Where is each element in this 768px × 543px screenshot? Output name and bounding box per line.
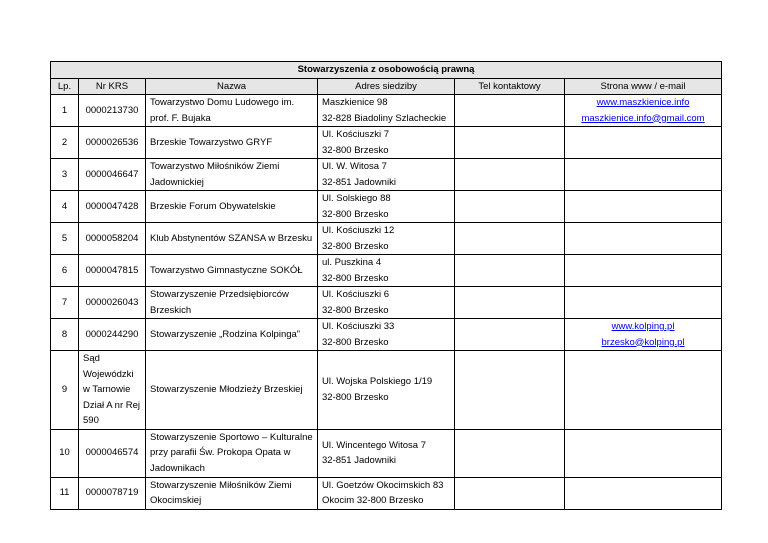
header-web: Strona www / e-mail: [565, 78, 722, 95]
header-phone: Tel kontaktowy: [455, 78, 565, 95]
address-line: 32-851 Jadowniki: [322, 455, 396, 466]
cell-phone: [455, 429, 565, 477]
cell-krs: 0000047428: [79, 191, 146, 223]
cell-address: [318, 319, 455, 351]
table-body: [51, 95, 722, 510]
cell-lp: 11: [51, 477, 79, 509]
cell-lp: 5: [51, 223, 79, 255]
cell-name: Towarzystwo Gimnastyczne SOKÓŁ: [146, 255, 318, 287]
cell-name: Stowarzyszenie Przedsiębiorców Brzeskich: [146, 287, 318, 319]
header-lp: Lp.: [51, 78, 79, 95]
address-line: ul. Puszkina 4: [322, 257, 382, 268]
cell-web: [565, 429, 722, 477]
cell-name: Brzeskie Towarzystwo GRYF: [146, 127, 318, 159]
address-line: 32-800 Brzesko: [322, 240, 389, 252]
email-link[interactable]: brzesko@kolping.pl: [601, 336, 685, 348]
table-row: [51, 159, 722, 191]
address-line: Ul. Kościuszki 33: [322, 321, 395, 332]
cell-phone: [455, 223, 565, 255]
cell-name: Towarzystwo Miłośników Ziemi Jadownickiej: [146, 159, 318, 191]
cell-web: [565, 127, 722, 159]
cell-lp: 3: [51, 159, 79, 191]
address-line: 32-800 Brzesko: [322, 304, 389, 316]
cell-address: [318, 287, 455, 319]
cell-address: [318, 127, 455, 159]
cell-phone: [455, 127, 565, 159]
address-line: 32-851 Jadowniki: [322, 176, 396, 188]
cell-web: [565, 351, 722, 430]
address-line: Okocim 32-800 Brzesko: [322, 495, 424, 506]
cell-lp: 4: [51, 191, 79, 223]
cell-krs: 0000046574: [79, 429, 146, 477]
table-row: [51, 255, 722, 287]
cell-lp: 8: [51, 319, 79, 351]
cell-krs: 0000026536: [79, 127, 146, 159]
address-line: Ul. Kościuszki 12: [322, 225, 395, 236]
cell-phone: [455, 255, 565, 287]
cell-krs: 0000058204: [79, 223, 146, 255]
address-line: Maszkienice 98: [322, 97, 388, 108]
cell-lp: 6: [51, 255, 79, 287]
table-row: [51, 287, 722, 319]
cell-web: [565, 223, 722, 255]
cell-krs: 0000244290: [79, 319, 146, 351]
address-line: 32-828 Biadoliny Szlacheckie: [322, 112, 447, 124]
table-row: [51, 95, 722, 127]
website-link[interactable]: www.kolping.pl: [611, 321, 675, 332]
cell-web: [565, 255, 722, 287]
cell-address: [318, 351, 455, 430]
cell-name: Brzeskie Forum Obywatelskie: [146, 191, 318, 223]
table-row: [51, 191, 722, 223]
cell-lp: 10: [51, 429, 79, 477]
cell-address: [318, 477, 455, 509]
table-row: [51, 477, 722, 509]
cell-name: Stowarzyszenie Sportowo – Kulturalne przy parafii Św. Prokopa Opata w Jadownikach: [146, 429, 318, 477]
cell-krs: 0000046647: [79, 159, 146, 191]
cell-lp: 7: [51, 287, 79, 319]
table-title-row: [51, 62, 722, 79]
address-line: Ul. Kościuszki 7: [322, 129, 390, 140]
cell-krs: 0000026043: [79, 287, 146, 319]
cell-address: [318, 429, 455, 477]
cell-krs: Sąd Wojewódzki w Tarnowie Dział A nr Rej 590: [79, 351, 146, 430]
address-line: Ul. Wincentego Witosa 7: [322, 439, 427, 451]
table-row: [51, 429, 722, 477]
cell-web: [565, 159, 722, 191]
address-line: Ul. Goetzów Okocimskich 83: [322, 479, 444, 491]
cell-address: [318, 223, 455, 255]
address-line: Ul. Solskiego 88: [322, 193, 391, 204]
address-line: 32-800 Brzesko: [322, 391, 389, 403]
cell-web: [565, 95, 722, 127]
address-line: 32-800 Brzesko: [322, 336, 389, 348]
cell-phone: [455, 319, 565, 351]
cell-address: [318, 159, 455, 191]
cell-lp: 1: [51, 95, 79, 127]
cell-lp: 2: [51, 127, 79, 159]
cell-krs: 0000078719: [79, 477, 146, 509]
website-link[interactable]: www.maszkienice.info: [596, 97, 690, 108]
cell-address: [318, 95, 455, 127]
cell-name: Stowarzyszenie „Rodzina Kolpinga”: [146, 319, 318, 351]
cell-web: [565, 319, 722, 351]
address-line: Ul. Wojska Polskiego 1/19: [322, 376, 433, 388]
table-row: [51, 351, 722, 430]
table-header-row: [51, 78, 722, 95]
associations-table: [50, 61, 722, 510]
cell-krs: 0000213730: [79, 95, 146, 127]
cell-web: [565, 191, 722, 223]
cell-phone: [455, 477, 565, 509]
table-row: [51, 319, 722, 351]
table-title: Stowarzyszenia z osobowością prawną: [51, 62, 722, 79]
cell-phone: [455, 95, 565, 127]
address-line: Ul. Kościuszki 6: [322, 289, 390, 300]
header-krs: Nr KRS: [79, 78, 146, 95]
header-name: Nazwa: [146, 78, 318, 95]
cell-lp: 9: [51, 351, 79, 430]
cell-web: [565, 477, 722, 509]
cell-name: Towarzystwo Domu Ludowego im. prof. F. Bujaka: [146, 95, 318, 127]
cell-name: Stowarzyszenie Młodzieży Brzeskiej: [146, 351, 318, 430]
cell-phone: [455, 191, 565, 223]
cell-phone: [455, 159, 565, 191]
header-address: Adres siedziby: [318, 78, 455, 95]
cell-web: [565, 287, 722, 319]
cell-address: [318, 255, 455, 287]
table-row: [51, 127, 722, 159]
cell-phone: [455, 351, 565, 430]
address-line: 32-800 Brzesko: [322, 208, 389, 220]
address-line: Ul. W. Witosa 7: [322, 161, 387, 172]
cell-phone: [455, 287, 565, 319]
address-line: 32-800 Brzesko: [322, 272, 389, 284]
cell-krs: 0000047815: [79, 255, 146, 287]
cell-name: Klub Abstynentów SZANSA w Brzesku: [146, 223, 318, 255]
address-line: 32-800 Brzesko: [322, 144, 389, 156]
cell-name: Stowarzyszenie Miłośników Ziemi Okocimskiej: [146, 477, 318, 509]
table-row: [51, 223, 722, 255]
cell-address: [318, 191, 455, 223]
email-link[interactable]: maszkienice.info@gmail.com: [581, 112, 705, 124]
